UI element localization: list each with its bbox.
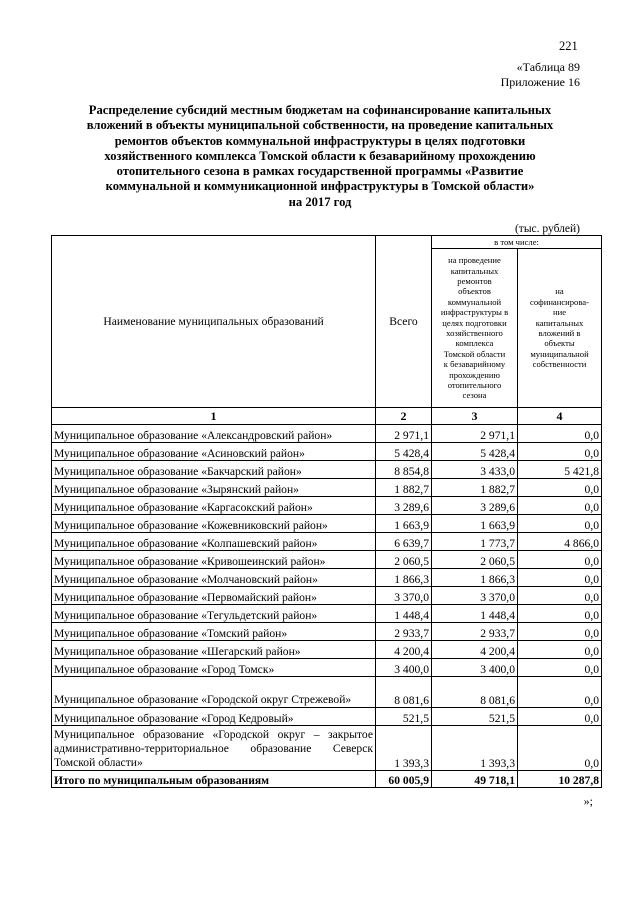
header-line: на проведение [448, 255, 501, 266]
cofin-value: 0,0 [518, 677, 602, 708]
table-row [52, 461, 602, 479]
municipality-name: Муниципальное образование «Томский район» [52, 623, 376, 641]
cofin-value: 0,0 [518, 587, 602, 605]
cofin-value: 0,0 [518, 551, 602, 569]
municipality-name: Муниципальное образование «Молчановский район» [52, 569, 376, 587]
header-line: инфраструктуры в [440, 307, 509, 318]
table-row [52, 641, 602, 659]
total-value: 521,5 [376, 708, 432, 726]
header-total: Всего [376, 236, 432, 408]
table-row [52, 623, 602, 641]
total-value: 3 289,6 [376, 497, 432, 515]
header-line: собственности [532, 359, 587, 370]
title-line: коммунальной и коммуникационной инфраструктуры в Томской области» [105, 179, 535, 194]
col-number-1: 1 [52, 408, 376, 425]
municipality-name: Муниципальное образование «Зырянский район» [52, 479, 376, 497]
repair-value: 1 448,4 [432, 605, 518, 623]
total-value: 2 060,5 [376, 551, 432, 569]
grand-cofin-value: 10 287,8 [518, 771, 602, 788]
cofin-value: 0,0 [518, 443, 602, 461]
cofin-value: 0,0 [518, 605, 602, 623]
table-reference [501, 60, 580, 90]
cofin-value: 0,0 [518, 726, 602, 771]
document-title [62, 103, 578, 210]
page-number: 221 [559, 39, 578, 53]
municipality-name: Муниципальное образование «Кривошеинский район» [52, 551, 376, 569]
cofin-value: 0,0 [518, 425, 602, 443]
municipality-name: Муниципальное образование «Александровский район» [52, 425, 376, 443]
municipality-name: Муниципальное образование «Город Кедровый» [52, 708, 376, 726]
col-number-2: 2 [376, 408, 432, 425]
total-value: 1 448,4 [376, 605, 432, 623]
table-row [52, 587, 602, 605]
table-number: «Таблица 89 [516, 60, 580, 74]
title-line: отопительного сезона в рамках государственной программы «Развитие [116, 164, 524, 179]
total-value: 2 933,7 [376, 623, 432, 641]
repair-value: 5 428,4 [432, 443, 518, 461]
header-name: Наименование муниципальных образований [52, 236, 376, 408]
total-value: 4 200,4 [376, 641, 432, 659]
total-value: 2 971,1 [376, 425, 432, 443]
table-row [52, 443, 602, 461]
header-line: объектов [458, 286, 491, 297]
repair-value: 3 370,0 [432, 587, 518, 605]
repair-value: 1 866,3 [432, 569, 518, 587]
municipality-name: Муниципальное образование «Шегарский район» [52, 641, 376, 659]
header-line: вложений в [538, 328, 581, 338]
header-line: сезона [462, 390, 487, 401]
repair-value: 521,5 [432, 708, 518, 726]
municipality-name: Муниципальное образование «Колпашевский район» [52, 533, 376, 551]
total-value: 8 081,6 [376, 677, 432, 708]
repair-value: 2 971,1 [432, 425, 518, 443]
title-line: ремонтов объектов коммунальной инфраструктуры в целях подготовки [114, 133, 526, 148]
header-line: прохождению [449, 369, 500, 380]
header-line: объекты [544, 338, 575, 349]
repair-value: 2 060,5 [432, 551, 518, 569]
total-value: 8 854,8 [376, 461, 432, 479]
cofin-value: 0,0 [518, 659, 602, 677]
total-label: Итого по муниципальным образованиям [52, 771, 376, 788]
header-line: софинансирова- [530, 296, 589, 307]
closing-suffix: »; [583, 794, 593, 808]
title-line: на 2017 год [288, 194, 352, 209]
header-line: целях подготовки [442, 317, 507, 328]
total-value: 1 866,3 [376, 569, 432, 587]
cofin-value: 0,0 [518, 479, 602, 497]
total-value: 3 370,0 [376, 587, 432, 605]
cofin-value: 0,0 [518, 569, 602, 587]
cofin-value: 0,0 [518, 497, 602, 515]
header-cofin [518, 249, 602, 408]
repair-value: 1 882,7 [432, 479, 518, 497]
repair-value: 3 433,0 [432, 461, 518, 479]
title-line: Распределение субсидий местным бюджетам на софинансирование капитальных [88, 103, 552, 117]
title-line: хозяйственного комплекса Томской области к безаварийному прохождению [104, 148, 536, 163]
municipality-name: Муниципальное образование «Каргасокский район» [52, 497, 376, 515]
cofin-value: 0,0 [518, 623, 602, 641]
table-row [52, 515, 602, 533]
total-value: 6 639,7 [376, 533, 432, 551]
table-row [52, 497, 602, 515]
table-row [52, 605, 602, 623]
header-line: ремонтов [457, 275, 492, 286]
cofin-value: 0,0 [518, 515, 602, 533]
repair-value: 4 200,4 [432, 641, 518, 659]
municipality-name: Муниципальное образование «Первомайский район» [52, 587, 376, 605]
grand-total-value: 60 005,9 [376, 771, 432, 788]
repair-value: 1 773,7 [432, 533, 518, 551]
municipality-name: Муниципальное образование «Городской округ – закрытое административно-территориальное образование Северск Томской области» [52, 726, 376, 771]
header-repair-lines [434, 255, 515, 401]
col-number-4: 4 [518, 408, 602, 425]
table-body [52, 425, 602, 788]
cofin-value: 4 866,0 [518, 533, 602, 551]
header-line: муниципальной [530, 348, 589, 359]
grand-repair-value: 49 718,1 [432, 771, 518, 788]
header-line: комплекса [455, 338, 494, 349]
repair-value: 8 081,6 [432, 677, 518, 708]
table-row [52, 708, 602, 726]
total-value: 1 882,7 [376, 479, 432, 497]
table-row [52, 659, 602, 677]
header-line: Томской области [443, 348, 506, 359]
table-row [52, 479, 602, 497]
appendix-number: Приложение 16 [500, 75, 580, 89]
municipality-name: Муниципальное образование «Бакчарский район» [52, 461, 376, 479]
repair-value: 3 289,6 [432, 497, 518, 515]
subsidy-table [51, 235, 602, 788]
table-row [52, 425, 602, 443]
repair-value: 3 400,0 [432, 659, 518, 677]
header-line: отопительного [447, 380, 502, 391]
header-line: на [555, 286, 564, 297]
header-line: коммунальной [447, 296, 502, 307]
header-including: в том числе: [432, 236, 602, 249]
table-row [52, 677, 602, 708]
municipality-name: Муниципальное образование «Городской округ Стрежевой» [52, 677, 376, 708]
repair-value: 2 933,7 [432, 623, 518, 641]
total-row [52, 771, 602, 788]
table-row [52, 726, 602, 771]
total-value: 1 393,3 [376, 726, 432, 771]
header-line: ние [553, 307, 567, 318]
total-value: 3 400,0 [376, 659, 432, 677]
unit-label: (тыс. рублей) [514, 223, 580, 235]
total-value: 5 428,4 [376, 443, 432, 461]
municipality-name: Муниципальное образование «Тегульдетский район» [52, 605, 376, 623]
cofin-value: 5 421,8 [518, 461, 602, 479]
col-number-3: 3 [432, 408, 518, 425]
header-line: капитальных [450, 265, 499, 276]
municipality-name: Муниципальное образование «Кожевниковский район» [52, 515, 376, 533]
header-repair [432, 249, 518, 408]
total-value: 1 663,9 [376, 515, 432, 533]
header-cofin-lines [520, 286, 599, 369]
municipality-name: Муниципальное образование «Город Томск» [52, 659, 376, 677]
header-line: хозяйственного [446, 328, 503, 338]
cofin-value: 0,0 [518, 641, 602, 659]
repair-value: 1 393,3 [432, 726, 518, 771]
table-row [52, 551, 602, 569]
table-row [52, 569, 602, 587]
header-line: к безаварийному [443, 359, 506, 370]
repair-value: 1 663,9 [432, 515, 518, 533]
title-line: вложений в объекты муниципальной собственности, на проведение капитальных [86, 118, 554, 133]
municipality-name: Муниципальное образование «Асиновский район» [52, 443, 376, 461]
table-row [52, 533, 602, 551]
cofin-value: 0,0 [518, 708, 602, 726]
header-line: капитальных [535, 317, 584, 328]
